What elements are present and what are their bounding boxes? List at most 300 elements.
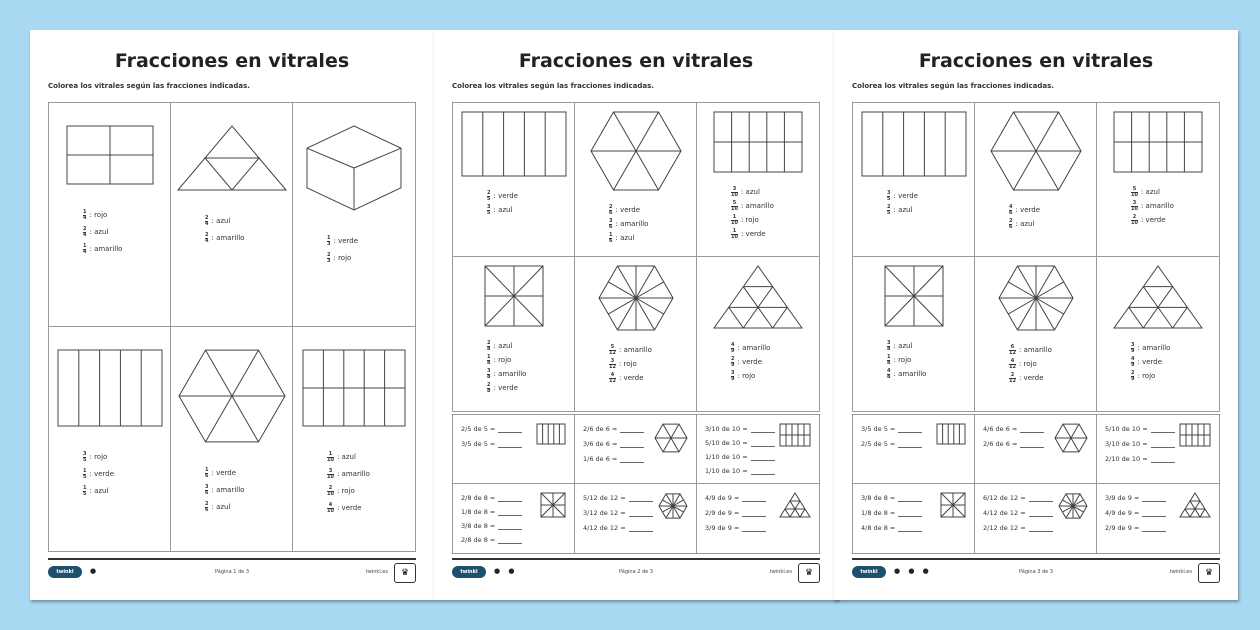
twinkl-logo: twinkl [452,566,486,578]
color-name: : azul [740,188,760,196]
answer-blank[interactable] [1151,441,1175,448]
questions-grid [852,414,1220,554]
fraction-label [731,341,770,355]
page-number: Página 1 de 3 [214,569,250,575]
denominator: 10 [731,219,738,226]
numerator: 3 [487,203,491,210]
question-text: 3/9 de 9 = [1105,494,1140,502]
denominator: 12 [1009,349,1016,356]
answer-blank[interactable] [1029,510,1053,517]
answer-blank[interactable] [898,426,922,433]
hexagon-12-figure [658,492,688,520]
question-line [705,436,775,450]
worksheet-page-1 [30,30,434,600]
numerator: 1 [887,353,891,360]
numerator: 4 [887,367,891,374]
fraction [1131,215,1138,226]
question-text: 2/12 de 12 = [983,524,1026,532]
fraction [609,373,616,384]
color-name: : amarillo [493,370,527,378]
fraction [327,236,330,247]
denominator: 6 [205,490,209,496]
fraction [1131,187,1138,198]
numerator: 3 [887,339,891,346]
answer-blank[interactable] [629,510,653,517]
fraction-label [327,250,358,267]
fraction [731,357,734,368]
fraction [205,502,208,513]
page-footer [852,558,1220,586]
denominator: 8 [487,387,491,394]
hexagon-6-figure [1054,423,1088,453]
color-name: : amarillo [1018,346,1052,354]
question-line [705,450,775,464]
denominator: 5 [887,195,891,202]
answer-blank[interactable] [742,525,766,532]
stained-glass-grid [452,102,820,412]
fraction-labels [487,339,526,395]
question-cell [575,415,697,484]
numerator: 4 [731,341,735,348]
fraction [487,205,490,216]
numerator: 1 [609,231,613,238]
question-cell [975,484,1097,553]
fraction [731,201,738,212]
fraction-label [1131,199,1174,213]
fraction-label [731,199,774,213]
question-text: 5/10 de 10 = [705,439,748,447]
fraction [327,486,334,497]
square-2x2-figure [66,125,154,185]
question-text: 2/8 de 8 = [461,536,496,544]
question-line [983,422,1044,437]
fraction-label [1131,341,1170,355]
stained-glass-grid [852,102,1220,412]
fraction-label [609,231,648,245]
denominator: 10 [1131,191,1138,198]
fraction-label [609,357,652,371]
fraction [487,191,490,202]
fraction-label [205,213,244,230]
numerator: 1 [83,485,87,491]
denominator: 9 [1131,375,1135,382]
color-name: : verde [493,384,519,392]
color-name: : amarillo [211,486,245,494]
question-line [461,491,522,505]
denominator: 10 [1131,205,1138,212]
fraction [205,468,208,479]
fraction [887,355,890,366]
fraction-labels [731,185,774,241]
fraction [487,383,490,394]
numerator: 3 [609,217,613,224]
fraction-label [609,371,652,385]
color-name: : azul [89,487,109,495]
numerator: 4 [1131,355,1135,362]
site-name: twinkl.es [365,569,388,575]
answer-blank[interactable] [1151,426,1175,433]
question-text: 4/12 de 12 = [983,509,1026,517]
denominator: 5 [83,457,87,463]
answer-blank[interactable] [1029,495,1053,502]
answer-blank[interactable] [898,441,922,448]
site-name: twinkl.es [1169,569,1192,575]
stained-glass-cell [293,327,415,551]
answer-blank[interactable] [629,495,653,502]
question-line [705,464,775,478]
answer-blank[interactable] [498,495,522,502]
fraction [327,503,334,514]
rect-5x2-figure [302,349,406,427]
fraction [887,341,890,352]
numerator: 3 [487,367,491,374]
fraction [1131,343,1134,354]
numerator: 4 [328,502,333,508]
fraction [609,345,616,356]
question-cell [975,415,1097,484]
fraction-labels [83,207,122,258]
numerator: 2 [1132,213,1137,220]
numerator: 2 [1010,371,1015,378]
answer-blank[interactable] [620,456,644,463]
answer-blank[interactable] [498,523,522,530]
denominator: 12 [1009,377,1016,384]
color-name: : amarillo [737,344,771,352]
answer-blank[interactable] [629,525,653,532]
question-lines [583,491,653,536]
answer-blank[interactable] [1142,510,1166,517]
denominator: 5 [887,209,891,216]
instruction-text: Colorea los vitrales según las fracciones indicadas. [48,82,250,90]
fraction-label [609,217,648,231]
numerator: 1 [83,209,87,215]
color-name: : verde [1018,374,1044,382]
question-text: 3/10 de 10 = [1105,440,1148,448]
denominator: 10 [327,508,334,514]
answer-blank[interactable] [1020,441,1044,448]
triangle-9-figure [779,492,811,518]
stained-glass-cell [575,257,697,411]
question-line [461,533,522,547]
fraction-labels [1009,343,1052,385]
fraction-label [731,213,774,227]
difficulty-dots: ● ● [494,567,518,575]
answer-blank[interactable] [751,468,775,475]
fraction-label [205,230,244,247]
answer-blank[interactable] [1142,495,1166,502]
question-line [861,506,922,521]
numerator: 3 [732,185,737,192]
square-8-figure [540,492,566,518]
question-line [983,506,1053,521]
fraction-labels [1009,203,1040,231]
fraction-label [327,233,358,250]
square-8-figure [484,265,544,327]
denominator: 5 [83,491,87,497]
denominator: 12 [609,363,616,370]
numerator: 2 [1131,369,1135,376]
color-name: : verde [615,206,641,214]
question-text: 3/10 de 10 = [705,425,748,433]
question-lines [583,422,644,467]
color-name: : rojo [89,453,108,461]
questions-grid [452,414,820,554]
color-name: : azul [89,228,109,236]
triangle-4-figure [177,125,287,191]
numerator: 3 [205,484,209,490]
question-cell [575,484,697,553]
color-name: : verde [493,192,519,200]
question-cell [697,415,819,484]
question-text: 4/9 de 9 = [1105,509,1140,517]
fraction-labels [731,341,770,383]
fraction-labels [205,465,244,516]
numerator: 2 [205,215,209,221]
fraction [887,191,890,202]
question-text: 3/8 de 8 = [861,494,896,502]
question-text: 3/12 de 12 = [583,509,626,517]
numerator: 2 [83,226,87,232]
worksheet-page-3 [834,30,1238,600]
denominator: 4 [205,221,209,227]
fraction-label [1009,371,1052,385]
stained-glass-cell [975,257,1097,411]
fraction-labels [609,343,652,385]
denominator: 8 [887,359,891,366]
fraction [327,452,334,463]
fraction-labels [83,449,114,500]
hexagon-6-figure [178,349,286,443]
twinkl-logo: twinkl [852,566,886,578]
fraction-label [1009,343,1052,357]
color-name: : amarillo [89,245,123,253]
fraction [327,469,334,480]
answer-blank[interactable] [1029,525,1053,532]
question-line [583,437,644,452]
question-cell [1097,415,1219,484]
answer-blank[interactable] [751,440,775,447]
fraction-label [487,367,526,381]
denominator: 8 [487,345,491,352]
question-line [583,422,644,437]
rect-5-figure [861,111,967,177]
fraction [1009,359,1016,370]
answer-blank[interactable] [1151,456,1175,463]
color-name: : verde [1015,206,1041,214]
color-name: : amarillo [740,202,774,210]
question-text: 2/10 de 10 = [1105,455,1148,463]
instruction-text: Colorea los vitrales según las fracciones indicadas. [852,82,1054,90]
fraction-label [887,203,918,217]
question-line [861,437,922,452]
color-name: : azul [1140,188,1160,196]
question-text: 3/8 de 8 = [461,522,496,530]
numerator: 3 [328,468,333,474]
question-text: 4/6 de 6 = [983,425,1018,433]
denominator: 5 [487,195,491,202]
answer-blank[interactable] [498,441,522,448]
answer-blank[interactable] [498,537,522,544]
denominator: 3 [327,258,331,264]
color-name: : rojo [493,356,512,364]
question-text: 1/8 de 8 = [461,508,496,516]
numerator: 2 [487,189,491,196]
fraction [83,486,86,497]
color-name: : verde [737,358,763,366]
denominator: 6 [609,209,613,216]
color-name: : amarillo [211,234,245,242]
color-name: : azul [211,217,231,225]
fraction [487,369,490,380]
twinkl-logo: twinkl [48,566,82,578]
fraction-labels [887,189,918,217]
fraction-label [887,367,926,381]
stained-glass-grid [48,102,416,552]
color-name: : verde [211,469,237,477]
numerator: 4 [610,371,615,378]
fraction [205,216,208,227]
question-text: 2/6 de 6 = [983,440,1018,448]
question-line [861,521,922,536]
answer-blank[interactable] [1020,426,1044,433]
square-8-figure [940,492,966,518]
answer-blank[interactable] [751,426,775,433]
question-line [705,491,766,506]
answer-blank[interactable] [751,454,775,461]
color-name: : amarillo [336,470,370,478]
question-lines [1105,422,1175,467]
answer-blank[interactable] [898,525,922,532]
triangle-9-figure [713,265,803,329]
cube-figure [306,125,402,211]
numerator: 2 [328,485,333,491]
answer-blank[interactable] [620,441,644,448]
color-name: : verde [1140,216,1166,224]
fraction [609,233,612,244]
denominator: 8 [887,373,891,380]
fraction-label [609,203,648,217]
numerator: 2 [327,252,331,258]
question-cell [453,484,575,553]
page-number: Página 2 de 3 [618,569,654,575]
question-line [583,491,653,506]
answer-blank[interactable] [620,426,644,433]
numerator: 3 [610,357,615,364]
numerator: 1 [327,235,331,241]
question-lines [705,491,766,536]
fraction-label [731,227,774,241]
question-line [1105,422,1175,437]
site-name: twinkl.es [769,569,792,575]
question-text: 2/8 de 8 = [461,494,496,502]
denominator: 5 [83,474,87,480]
denominator: 6 [1009,223,1013,230]
triangle-9-figure [1179,492,1211,518]
answer-blank[interactable] [898,495,922,502]
numerator: 2 [487,339,491,346]
fraction-label [1009,203,1040,217]
numerator: 2 [609,203,613,210]
question-text: 6/12 de 12 = [983,494,1026,502]
question-line [1105,506,1166,521]
triangle-9-figure [1113,265,1203,329]
question-text: 3/5 de 5 = [461,440,496,448]
denominator: 10 [327,474,334,480]
answer-blank[interactable] [742,495,766,502]
answer-blank[interactable] [1142,525,1166,532]
rect-5x2-figure [1113,111,1203,173]
page-footer [452,558,820,586]
fraction-label [83,483,114,500]
answer-blank[interactable] [742,510,766,517]
numerator: 1 [732,227,737,234]
question-line [461,422,522,437]
fraction-label [487,381,526,395]
numerator: 2 [731,355,735,362]
fraction-label [83,466,114,483]
color-name: : azul [211,503,231,511]
fraction-labels [1131,185,1174,227]
color-name: : azul [893,342,913,350]
question-cell [453,415,575,484]
stained-glass-cell [49,327,171,551]
answer-blank[interactable] [498,426,522,433]
hexagon-12-figure [598,265,674,331]
question-line [583,521,653,536]
fraction-label [1131,213,1174,227]
fraction [731,229,738,240]
question-line [861,491,922,506]
answer-blank[interactable] [498,509,522,516]
page-title: Fracciones en vitrales [114,50,350,72]
question-cell [853,484,975,553]
fraction-label [1131,185,1174,199]
question-line [461,505,522,519]
rect-5-figure [57,349,163,427]
stained-glass-cell [1097,103,1219,257]
denominator: 9 [1131,347,1135,354]
color-name: : amarillo [1140,202,1174,210]
fraction-labels [1131,341,1170,383]
fraction [327,253,330,264]
fraction [1009,219,1012,230]
stained-glass-cell [853,103,975,257]
color-name: : rojo [740,216,759,224]
question-text: 4/9 de 9 = [705,494,740,502]
numerator: 2 [205,501,209,507]
rect-5x2-figure [1179,423,1211,447]
question-text: 2/9 de 9 = [705,509,740,517]
numerator: 3 [731,369,735,376]
color-name: : rojo [737,372,756,380]
answer-blank[interactable] [898,510,922,517]
fraction-label [731,355,770,369]
stained-glass-cell [293,103,415,327]
question-text: 1/8 de 8 = [861,509,896,517]
denominator: 9 [731,361,735,368]
fraction [205,233,208,244]
fraction-label [731,185,774,199]
color-name: : verde [893,192,919,200]
fraction [487,355,490,366]
hexagon-6-figure [590,111,682,191]
denominator: 8 [487,373,491,380]
question-line [705,422,775,436]
question-line [705,521,766,536]
denominator: 6 [609,223,613,230]
question-text: 5/10 de 10 = [1105,425,1148,433]
color-name: : rojo [618,360,637,368]
